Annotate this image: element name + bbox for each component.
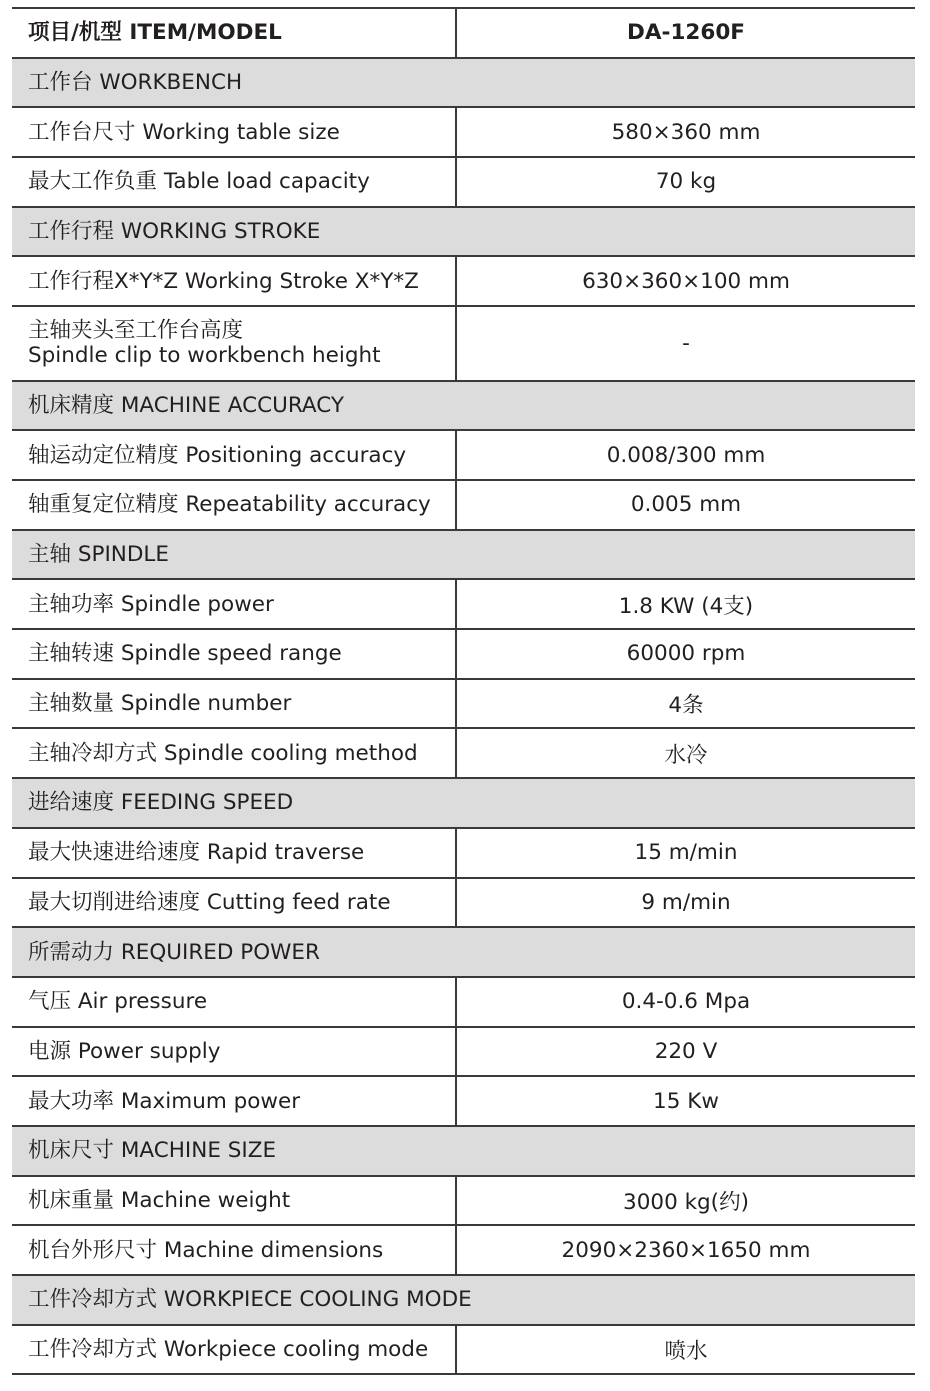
section-header-row	[12, 59, 915, 109]
spec-value: 9 m/min	[455, 879, 915, 927]
spec-label: 最大切削进给速度 Cutting feed rate	[28, 889, 391, 915]
spec-row	[12, 829, 915, 879]
spec-value: 15 Kw	[455, 1077, 915, 1125]
spec-label: 轴重复定位精度 Repeatability accuracy	[28, 492, 431, 518]
section-title: 进给速度 FEEDING SPEED	[28, 790, 294, 816]
spec-label: 工作台尺寸 Working table size	[28, 119, 340, 145]
spec-value: 220 V	[455, 1028, 915, 1076]
spec-label-line-1: 主轴夹头至工作台高度	[28, 318, 244, 344]
spec-label: 机台外形尺寸 Machine dimensions	[28, 1237, 384, 1263]
spec-row	[12, 1077, 915, 1127]
spec-value: 0.008/300 mm	[455, 431, 915, 479]
section-header-row	[12, 928, 915, 978]
spec-value: 70 kg	[455, 158, 915, 206]
spec-row	[12, 257, 915, 307]
spec-row	[12, 481, 915, 531]
spec-label: 主轴数量 Spindle number	[28, 691, 292, 717]
section-title: 工作台 WORKBENCH	[28, 70, 243, 96]
spec-label: 电源 Power supply	[28, 1038, 221, 1064]
section-header-row	[12, 779, 915, 829]
spec-value: 4条	[455, 680, 915, 728]
spec-value: 580×360 mm	[455, 108, 915, 156]
spec-row	[12, 1326, 915, 1376]
spec-row	[12, 1226, 915, 1276]
spec-value: 630×360×100 mm	[455, 257, 915, 305]
section-header-row	[12, 208, 915, 258]
header-item-label: 项目/机型 ITEM/MODEL	[28, 20, 282, 46]
section-title: 机床精度 MACHINE ACCURACY	[28, 392, 344, 418]
spec-value: 0.005 mm	[455, 481, 915, 529]
spec-row	[12, 108, 915, 158]
spec-label: 轴运动定位精度 Positioning accuracy	[28, 442, 407, 468]
spec-row	[12, 978, 915, 1028]
spec-label: 最大工作负重 Table load capacity	[28, 169, 370, 195]
spec-label: 主轴冷却方式 Spindle cooling method	[28, 740, 418, 766]
spec-label: 工作行程X*Y*Z Working Stroke X*Y*Z	[28, 268, 419, 294]
spec-label: 最大功率 Maximum power	[28, 1088, 301, 1114]
spec-value: -	[455, 307, 915, 380]
section-header-row	[12, 531, 915, 581]
spec-label: 机床重量 Machine weight	[28, 1187, 291, 1213]
section-header-row	[12, 382, 915, 432]
spec-label-line-2: Spindle clip to workbench height	[28, 343, 381, 369]
spec-row	[12, 680, 915, 730]
spec-row	[12, 1028, 915, 1078]
spec-label: 主轴功率 Spindle power	[28, 591, 274, 617]
spec-value: 水冷	[455, 729, 915, 777]
spec-rows	[12, 59, 915, 1376]
spec-value: 3000 kg(约)	[455, 1177, 915, 1225]
spec-row	[12, 158, 915, 208]
spec-row	[12, 580, 915, 630]
section-title: 工作行程 WORKING STROKE	[28, 219, 321, 245]
spec-label: 主轴转速 Spindle speed range	[28, 641, 342, 667]
spec-row	[12, 1177, 915, 1227]
spec-value: 0.4-0.6 Mpa	[455, 978, 915, 1026]
section-title: 机床尺寸 MACHINE SIZE	[28, 1138, 277, 1164]
spec-row	[12, 431, 915, 481]
table-header-row	[12, 9, 915, 59]
spec-row	[12, 307, 915, 382]
spec-table	[12, 7, 915, 1375]
spec-value: 2090×2360×1650 mm	[455, 1226, 915, 1274]
section-title: 主轴 SPINDLE	[28, 542, 169, 568]
spec-value: 1.8 KW (4支)	[455, 580, 915, 628]
spec-label: 气压 Air pressure	[28, 989, 208, 1015]
spec-value: 喷水	[455, 1326, 915, 1374]
header-model-value: DA-1260F	[455, 9, 915, 57]
spec-label: 工件冷却方式 Workpiece cooling mode	[28, 1337, 429, 1363]
spec-row	[12, 729, 915, 779]
spec-value: 15 m/min	[455, 829, 915, 877]
section-title: 所需动力 REQUIRED POWER	[28, 939, 320, 965]
spec-value: 60000 rpm	[455, 630, 915, 678]
spec-label	[12, 318, 455, 368]
section-title: 工件冷却方式 WORKPIECE COOLING MODE	[28, 1287, 472, 1313]
section-header-row	[12, 1276, 915, 1326]
spec-label: 最大快速进给速度 Rapid traverse	[28, 840, 365, 866]
section-header-row	[12, 1127, 915, 1177]
spec-row	[12, 879, 915, 929]
spec-row	[12, 630, 915, 680]
